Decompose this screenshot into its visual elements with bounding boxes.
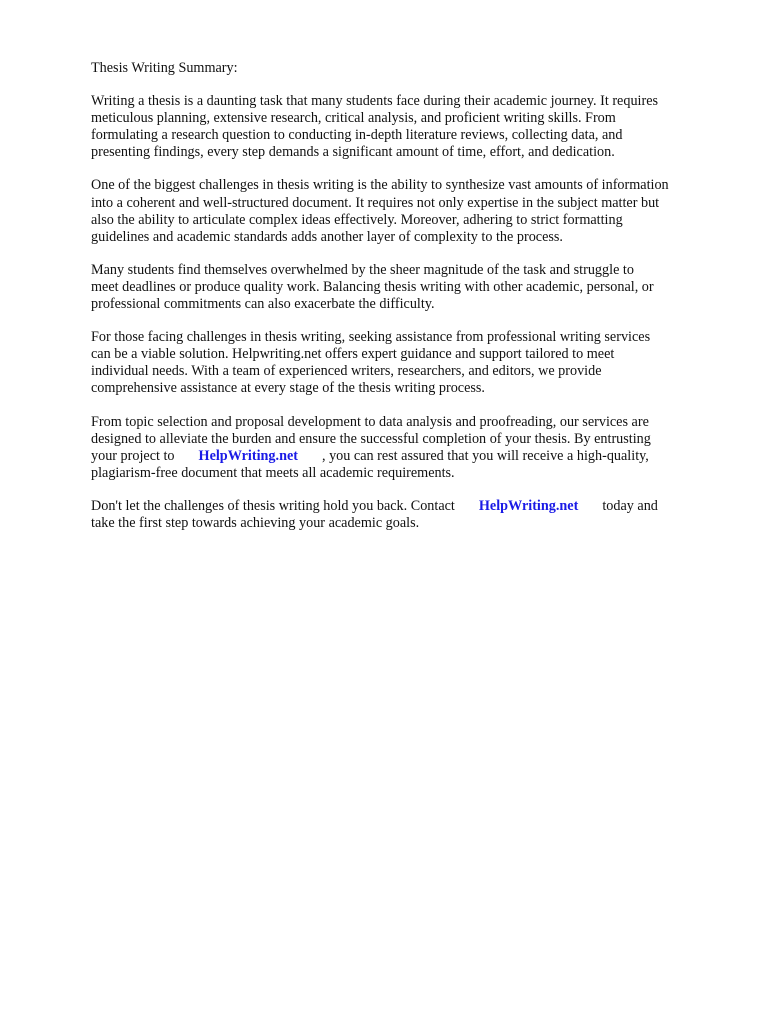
paragraph-line: presenting findings, every step demands a significant amount of time, effort, and dedication. xyxy=(91,144,615,161)
paragraph-line: plagiarism-free document that meets all academic requirements. xyxy=(91,464,455,481)
paragraph-line: into a coherent and well-structured document. It requires not only expertise in the subject matter but xyxy=(91,194,660,211)
document-body xyxy=(91,60,731,548)
paragraph-line: can be a viable solution. Helpwriting.net offers expert guidance and support tailored to meet xyxy=(91,346,615,363)
paragraph-line: take the first step towards achieving your academic goals. xyxy=(91,514,420,531)
paragraph-line: professional commitments can also exacerbate the difficulty. xyxy=(91,296,435,313)
paragraph-line: For those facing challenges in thesis writing, seeking assistance from professional writing services xyxy=(91,329,651,346)
inline-text: your project to xyxy=(91,447,175,464)
paragraph-line: Writing a thesis is a daunting task that many students face during their academic journey. It requires xyxy=(91,93,659,110)
helpwriting-link[interactable]: HelpWriting.net xyxy=(198,447,298,464)
paragraph-line: guidelines and academic standards adds another layer of complexity to the process. xyxy=(91,228,563,245)
paragraph-services xyxy=(91,414,731,482)
paragraph-overwhelmed xyxy=(91,262,731,313)
paragraph-line: meticulous planning, extensive research, critical analysis, and proficient writing skills. From xyxy=(91,110,616,127)
paragraph-line: designed to alleviate the burden and ensure the successful completion of your thesis. By entrusting xyxy=(91,430,651,447)
paragraph-assistance xyxy=(91,329,731,397)
paragraph-line: comprehensive assistance at every stage of the thesis writing process. xyxy=(91,380,485,397)
paragraph-line: Many students find themselves overwhelmed by the sheer magnitude of the task and struggle to xyxy=(91,261,634,278)
inline-text: today and xyxy=(602,497,658,514)
paragraph-line: One of the biggest challenges in thesis writing is the ability to synthesize vast amounts of information xyxy=(91,177,669,194)
paragraph-line: From topic selection and proposal development to data analysis and proofreading, our services are xyxy=(91,413,649,430)
paragraph-line-with-link xyxy=(91,448,731,465)
paragraph-intro xyxy=(91,93,731,161)
inline-text: , you can rest assured that you will receive a high-quality, xyxy=(321,447,649,464)
document-heading: Thesis Writing Summary: xyxy=(91,60,238,76)
helpwriting-contact-link[interactable]: HelpWriting.net xyxy=(478,497,579,514)
paragraph-line: also the ability to articulate complex ideas effectively. Moreover, adhering to strict formatting xyxy=(91,211,623,228)
paragraph-challenges xyxy=(91,177,731,245)
inline-text: Don't let the challenges of thesis writing hold you back. Contact xyxy=(91,497,455,514)
paragraph-contact xyxy=(91,498,731,532)
paragraph-line: meet deadlines or produce quality work. Balancing thesis writing with other academic, personal, or xyxy=(91,278,654,295)
paragraph-line: formulating a research question to conducting in-depth literature reviews, collecting data, and xyxy=(91,127,623,144)
paragraph-line-with-link xyxy=(91,498,731,515)
paragraph-line: individual needs. With a team of experienced writers, researchers, and editors, we provide xyxy=(91,363,602,380)
